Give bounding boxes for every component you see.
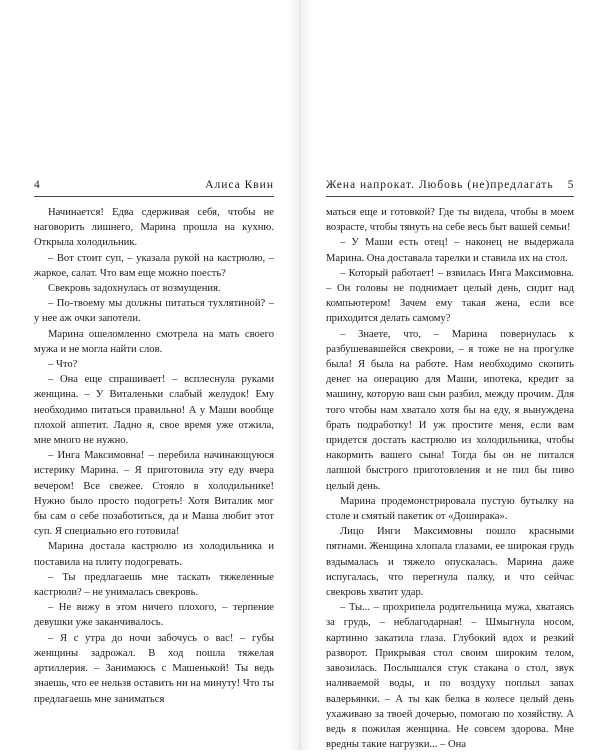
paragraph: – Ты предлагаешь мне таскать тяжеленные кастрюли? – не унималась свекровь. — [34, 571, 274, 599]
right-page — [300, 0, 600, 750]
paragraph: маться еще и готовкой? Где ты видела, чтобы в моем возрасте, чтобы тянуть на себе весь быт вашей семьи! — [326, 207, 574, 234]
left-page-number: 4 — [34, 179, 41, 191]
paragraph: – Вот стоит суп, – указала рукой на кастрюлю, – жаркое, салат. Что вам еще можно поесть? — [34, 252, 274, 279]
paragraph: – Я с утра до ночи забочусь о вас! – губы женщины задрожал. В ход пошла тяжелая артиллерия. – Занимаюсь с Машенькой! Ты ведь знаешь, что ее нельзя оставить ни на минуту! Что ты предлагаешь мне заниматься — [34, 632, 274, 705]
paragraph: – Который работает! – взвилась Инга Максимовна. – Он головы не поднимает целый день, сидит над компьютером! Зачем ему такая жена, если все приходится делать самому? — [326, 267, 574, 325]
paragraph: Марина продемонстрировала пустую бутылку на столе и смятый пакетик от «Доширака». — [326, 495, 574, 523]
left-page — [0, 0, 300, 750]
paragraph: Начинается! Едва сдерживая себя, чтобы не наговорить лишнего, Марина прошла на кухню. Открыла холодильник. — [34, 207, 274, 249]
paragraph: Свекровь задохнулась от возмущения. — [48, 283, 221, 295]
paragraph: – У Маши есть отец! – наконец не выдержала Марина. Она доставала тарелки и ставила их на стол. — [326, 237, 574, 264]
left-header-rule — [34, 196, 274, 197]
paragraph: Марина ошеломленно смотрела на мать своего мужа и не могла найти слов. — [34, 328, 274, 355]
paragraph: Марина достала кастрюлю из холодильника и поставила на плиту подогревать. — [34, 541, 274, 568]
paragraph: – По-твоему мы должны питаться тухлятиной? – у нее аж очки запотели. — [34, 298, 274, 325]
right-header-rule — [326, 196, 574, 197]
paragraph: – Знаете, что, – Марина повернулась к разбушевавшейся свекрови, – я тоже не на прогулке была! Я была на работе. Нам необходимо скопить денег на операцию для Маши, ипотека, кредит за машину, которую ваш сын разбил, между прочим. Для того чтобы нам хватало хотя бы на еду, я вынуждена брать подработку! И уж простите меня, если вам придется достать кастрюлю из холодильника, чтобы накормить вашего сына! Тогда бы он не питался лапшой быстрого приготовления и не пил бы пиво целый день. — [326, 328, 574, 492]
paragraph: – Ты... – прохрипела родительница мужа, хватаясь за грудь, – неблагодарная! – Шмыгнула носом, картинно закатила глаза. Глубокий вдох и резкий разворот. Прикрывая стол своим широким телом, завозилась. Послышался стук стакана о стол, звук наливаемой воды, и по воздуху поплыл запах валерьянки. – А ты как белка в колесе целый день ухаживаю за твоей дочерью, помогаю по хозяйству. А ведь я пожилая женщина. Не совсем здорова. Мне вредны такие нагрузки... – Она — [326, 602, 574, 751]
paragraph: – Инга Максимовна! – перебила начинающуюся истерику Марина. – Я приготовила эту еду вчера вечером! Все свежее. Стояло в холодильнике! Нужно было просто подогреть! Хотя Виталик мог бы сам о себе позаботиться, да и Маша любит этот суп. Я специально его готовила! — [34, 450, 274, 538]
right-running-title: Жена напрокат. Любовь (не)предлагать — [326, 179, 554, 191]
left-body-text — [34, 205, 274, 707]
right-body-text — [326, 205, 574, 752]
left-page-header — [34, 178, 274, 192]
paragraph: Лицо Инги Максимовны пошло красными пятнами. Женщина хлопала глазами, ее широкая грудь вздымалась и тяжело опускалась. Марина даже испугалась, что перегнула палку, и что сейчас свекровь хватит удар. — [326, 526, 574, 599]
left-running-title: Алиса Квин — [205, 179, 274, 191]
paragraph: – Она еще спрашивает! – всплеснула руками женщина. – У Виталеньки слабый желудок! Ему необходимо питаться правильно! А у Маши вообще плохой аппетит. Ладно я, свое время уже отжила, мне много не нужно. — [34, 374, 274, 447]
right-page-number: 5 — [567, 179, 574, 191]
right-page-header — [326, 178, 574, 192]
paragraph: – Что? — [48, 359, 78, 371]
paragraph: – Не вижу в этом ничего плохого, – терпение девушки уже заканчивалось. — [34, 602, 274, 629]
